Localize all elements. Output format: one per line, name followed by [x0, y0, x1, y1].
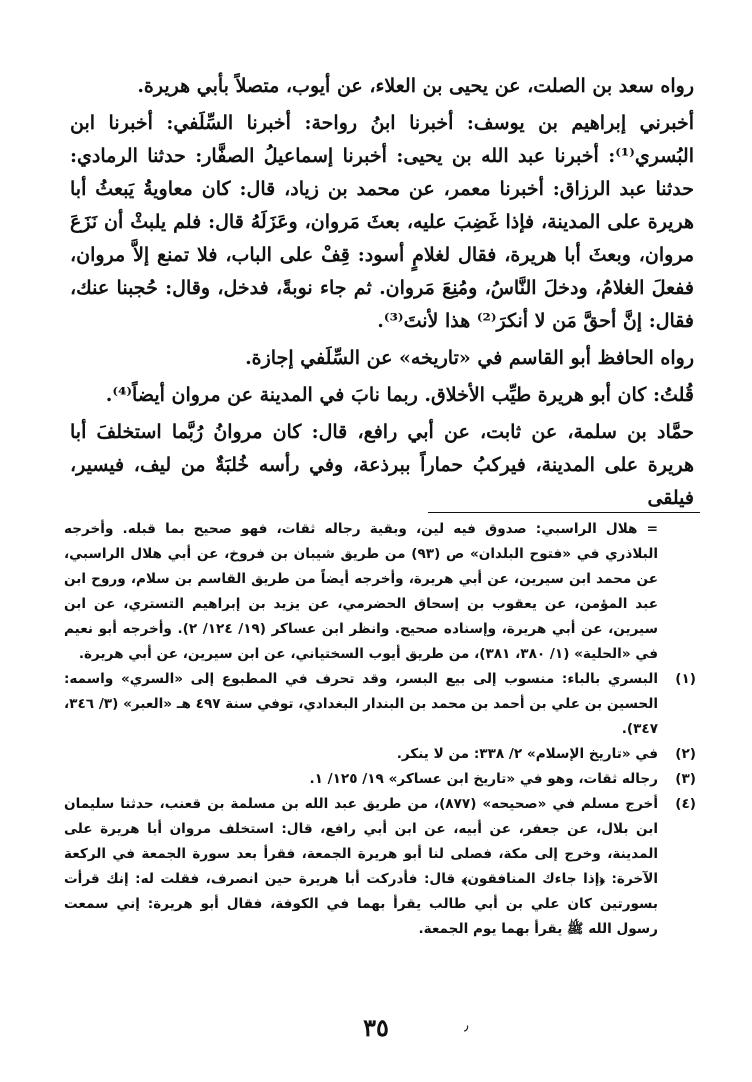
footnote-separator	[428, 512, 700, 513]
paragraph-4: قُلتُ: كان أبو هريرة طيِّب الأخلاق. ربما نابَ في المدينة عن مروان أيضاً⁽⁴⁾.	[105, 384, 694, 406]
footnote-1	[64, 667, 696, 742]
footnote-text: في «تاريخ الإسلام» ٢/ ٣٣٨: من لا ينكر.	[396, 746, 658, 762]
page-number: ٣٥	[363, 1013, 389, 1042]
footnote-number: (٣)	[675, 771, 696, 787]
print-mark: ٫	[464, 1018, 469, 1034]
footnote-text: أخرج مسلم في «صحيحه» (٨٧٧)، من طريق عبد الله بن مسلمة بن قعنب، حدثنا سليمان ابن بلال، عن جعفر، عن أبيه، عن ابن أبي رافع، قال: استخلف مروان أبا هريرة على المدينة، وخرج إلى مكة، فصلى لنا أبو هريرة الجمعة، فقرأ بعد سورة الجمعة في الركعة الآخرة: ﴿إذا جاءك المنافقون﴾ قال: فأدركت أبا هريرة حين انصرف، فقلت له: إنك قرأت بسورتين كان علي بن أبي طالب يقرأ بهما في الكوفة، فقال أبو هريرة: إني سمعت رسول الله ﷺ يقرأ بهما يوم الجمعة.	[64, 796, 658, 937]
paragraph-1: رواه سعد بن الصلت، عن يحيى بن العلاء، عن أيوب، متصلاً بأبي هريرة.	[137, 75, 694, 97]
main-text	[70, 70, 694, 519]
footnote-continuation: = هلال الراسبي: صدوق فيه لين، وبقية رجاله ثقات، فهو صحيح بما قبله. وأخرجه البلاذري في «فتوح البلدان» ص (٩٣) من طريق شيبان بن فروخ، عن أبي هلال الراسبي، عن محمد ابن سيرين، عن أبي هريرة، وأخرجه أيضاً من طريق القاسم بن سلام، وروح ابن عبد المؤمن، عن يعقوب بن إسحاق الحضرمي، عن يزيد بن إبراهيم التستري، عن ابن سيرين، عن أبي هريرة، وإسناده صحيح. وانظر ابن عساكر (١٩/ ١٢٤/ ٢). وأخرجه أبو نعيم في «الحلية» (١/ ٣٨٠، ٣٨١)، من طريق أيوب السختياني، عن ابن سيرين، عن أبي هريرة.	[64, 521, 658, 662]
footnote-text: البسري بالباء: منسوب إلى بيع البسر، وقد تحرف في المطبوع إلى «السري» واسمه: الحسين بن علي بن أحمد بن محمد بن البندار البغدادي، توفي سنة ٤٩٧ هـ «العبر» (٣/ ٣٤٦، ٣٤٧).	[64, 671, 658, 737]
footnote-number: (١)	[675, 671, 696, 687]
footnotes	[64, 517, 696, 942]
paragraph-2: أخبرني إبراهيم بن يوسف: أخبرنا ابنُ رواحة: أخبرنا السِّلَفي: أخبرنا ابن البُسري⁽¹⁾: أخبرنا عبد الله بن يحيى: أخبرنا إسماعيلُ الصفَّار: حدثنا الرمادي: حدثنا عبد الرزاق: أخبرنا معمر، عن محمد بن زياد، قال: كان معاويةُ يَبعثُ أبا هريرة على المدينة، فإذا غَضِبَ عليه، بعثَ مَروان، وعَزَلَهُ قال: فلم يلبثْ أن نَزَعَ مروان، وبعثَ أبا هريرة، فقال لغلامٍ أسود: قِفْ على الباب، فلا تمنع إلاَّ مروان، ففعلَ الغلامُ، ودخلَ النَّاسُ، ومُنِعَ مَروان. ثم جاء نوبةً، فدخل، وقال: حُجبنا عنك، فقال: إنَّ أحقَّ مَن لا أنكرَ⁽²⁾ هذا لأنتَ⁽³⁾.	[70, 112, 694, 332]
footnote-4	[64, 792, 696, 942]
footnote-number: (٢)	[675, 746, 696, 762]
footnote-3	[64, 767, 696, 792]
footnote-text: رجاله ثقات، وهو في «تاريخ ابن عساكر» ١٩/ ١٢٥/ ١.	[309, 771, 658, 787]
paragraph-5: حمَّاد بن سلمة، عن ثابت، عن أبي رافع، قال: كان مروانُ رُبَّما استخلفَ أبا هريرة على المدينة، فيركبُ حماراً ببرذعة، وفي رأسه خُلبَةٌ من ليف، فيسير، فيلقى	[70, 421, 694, 509]
footnote-number: (٤)	[675, 796, 696, 812]
footnote-2	[64, 742, 696, 767]
paragraph-3: رواه الحافظ أبو القاسم في «تاريخه» عن السِّلَفي إجازة.	[245, 347, 694, 369]
